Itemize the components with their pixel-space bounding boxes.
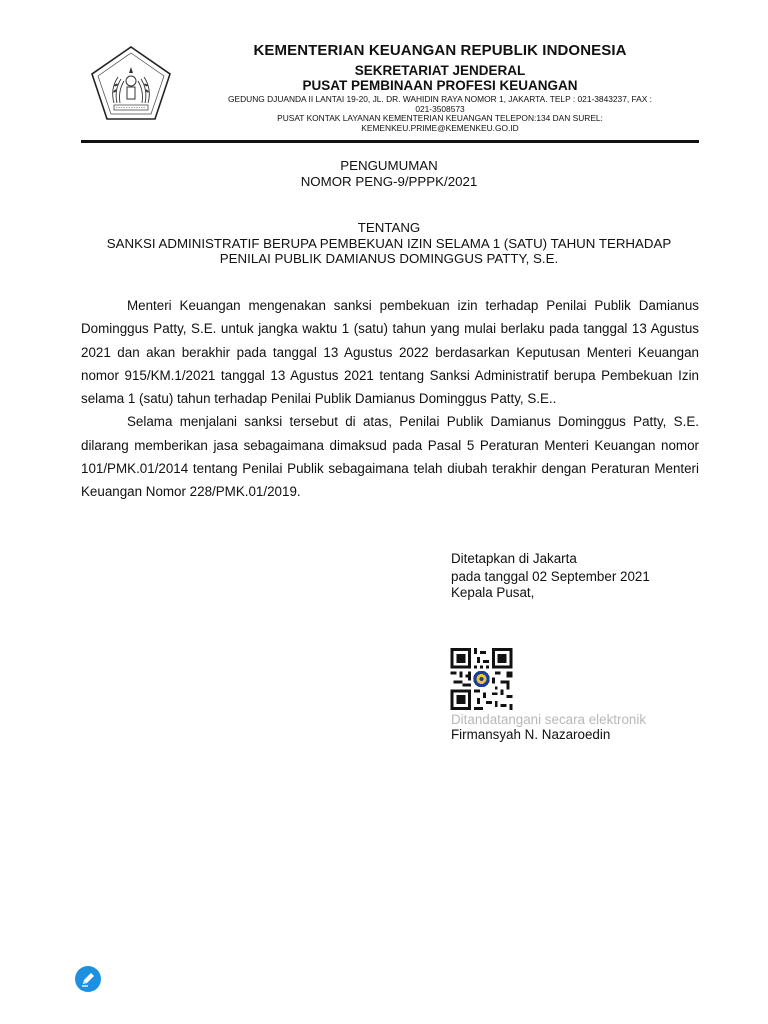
announcement-title: PENGUMUMAN	[340, 158, 438, 173]
ministry-emblem-logo	[88, 45, 174, 121]
secretariat-name: SEKRETARIAT JENDERAL	[354, 63, 526, 78]
qr-code	[449, 648, 514, 710]
announcement-about: TENTANG	[357, 220, 421, 235]
office-address: GEDUNG DJUANDA II LANTAI 19-20, JL. DR. WAHIDIN RAYA NOMOR 1, JAKARTA. TELP : 021-3843237, FAX : 021-3508573	[228, 94, 652, 114]
signatory-name: Firmansyah N. Nazaroedin	[451, 727, 611, 742]
subject-line-2: PENILAI PUBLIK DAMIANUS DOMINGGUS PATTY, S.E.	[219, 251, 559, 266]
edit-pen-icon	[75, 966, 101, 992]
announcement-body	[81, 294, 699, 504]
subject-line-1: SANKSI ADMINISTRATIF BERUPA PEMBEKUAN IZIN SELAMA 1 (SATU) TAHUN TERHADAP	[106, 236, 672, 251]
electronic-signature-note: Ditandatangani secara elektronik	[451, 712, 647, 727]
contact-info: PUSAT KONTAK LAYANAN KEMENTERIAN KEUANGAN TELEPON:134 DAN SUREL: KEMENKEU.PRIME@KEMENKEU.GO.ID	[277, 113, 603, 133]
signature-place: Ditetapkan di Jakarta	[451, 551, 577, 566]
header-divider	[81, 140, 699, 143]
body-paragraph-1: Menteri Keuangan mengenakan sanksi pembekuan izin terhadap Penilai Publik Damianus Dominggus Patty, S.E. untuk jangka waktu 1 (satu) tahun yang mulai berlaku pada tanggal 13 Agustus 2021 dan akan berakhir pada tanggal 13 Agustus 2022 berdasarkan Keputusan Menteri Keuangan nomor 915/KM.1/2021 tanggal 13 Agustus 2021 tentang Sanksi Administratif berupa Pembekuan Izin selama 1 (satu) tahun terhadap Penilai Publik Damianus Dominggus Patty, S.E..	[81, 298, 699, 407]
signature-date: pada tanggal 02 September 2021	[451, 569, 650, 584]
body-paragraph-2: Selama menjalani sanksi tersebut di atas, Penilai Publik Damianus Dominggus Patty, S.E. dilarang memberikan jasa sebagaimana dimaksud pada Pasal 5 Peraturan Menteri Keuangan nomor 101/PMK.01/2014 tentang Penilai Publik sebagaimana telah diubah terakhir dengan Peraturan Menteri Keuangan Nomor 228/PMK.01/2019.	[81, 414, 699, 500]
ministry-name: KEMENTERIAN KEUANGAN REPUBLIK INDONESIA	[253, 42, 627, 59]
center-name: PUSAT PEMBINAAN PROFESI KEUANGAN	[302, 78, 578, 93]
edit-fab-button[interactable]	[75, 966, 101, 992]
announcement-number: NOMOR PENG-9/PPPK/2021	[300, 174, 478, 189]
signature-position: Kepala Pusat,	[451, 585, 535, 600]
